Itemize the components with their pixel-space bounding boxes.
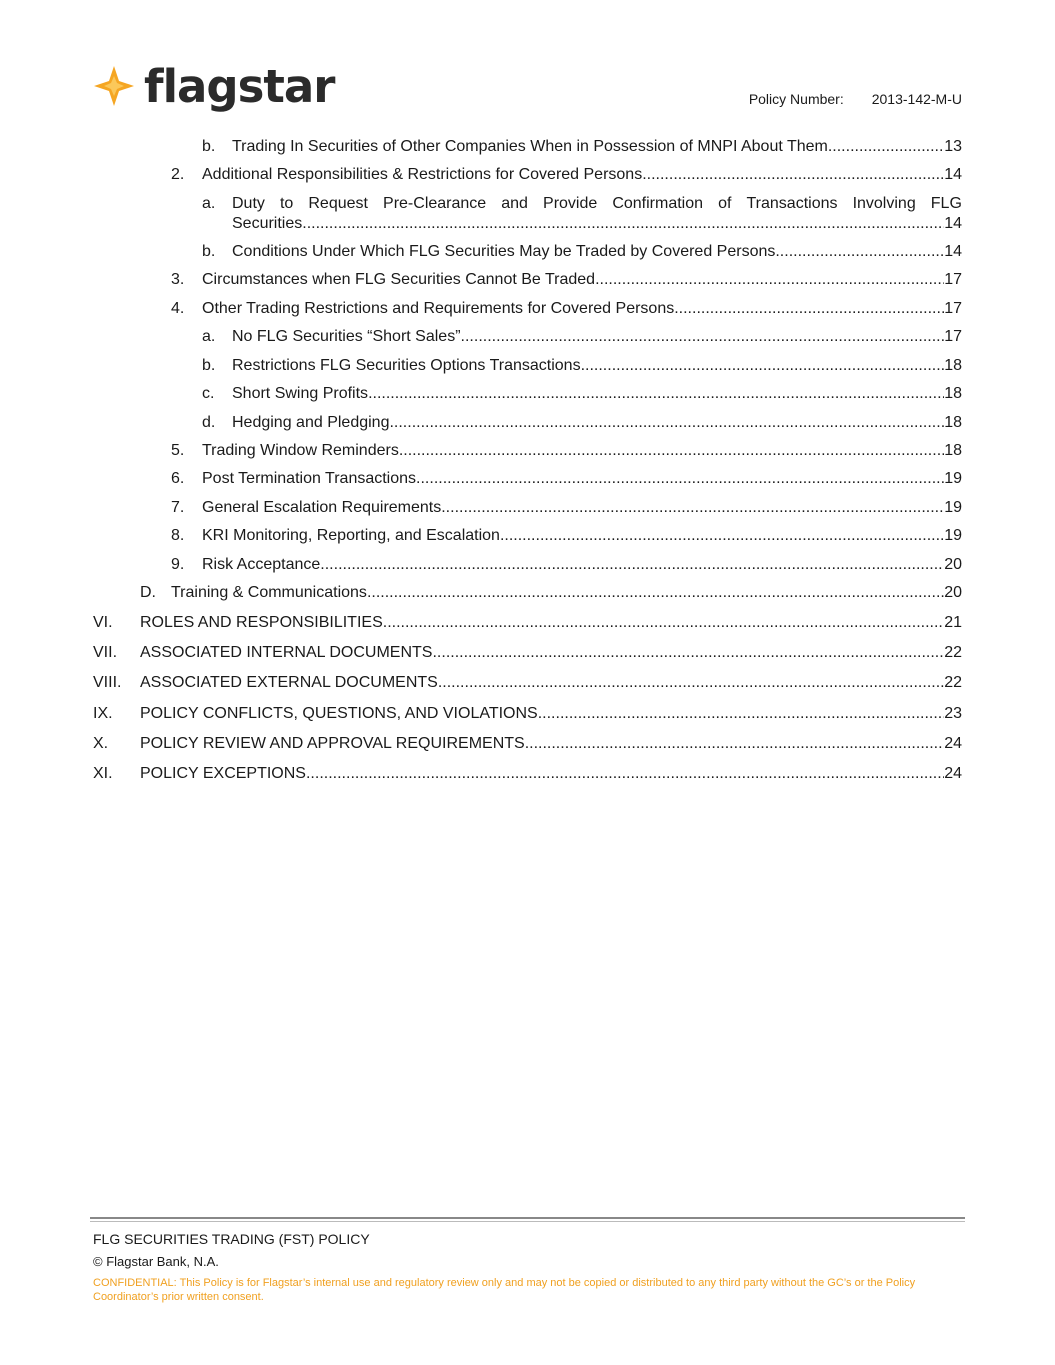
toc-entry-title: POLICY EXCEPTIONS [140, 765, 306, 782]
toc-entry[interactable] [171, 526, 962, 546]
toc-entry-number: a. [202, 328, 216, 345]
toc-entry-number: b. [202, 138, 216, 155]
toc-section[interactable] [93, 613, 962, 633]
toc-entry-title: POLICY REVIEW AND APPROVAL REQUIREMENTS [140, 735, 525, 752]
toc-entry[interactable] [171, 498, 962, 518]
toc-entry-number: 2. [171, 166, 185, 183]
toc-entry-title: ASSOCIATED INTERNAL DOCUMENTS [140, 644, 433, 661]
toc-entry-title: Additional Responsibilities & Restrictions for Covered Persons [202, 166, 643, 183]
toc-entry-title: ASSOCIATED EXTERNAL DOCUMENTS [140, 674, 438, 691]
toc-entry-title: POLICY CONFLICTS, QUESTIONS, AND VIOLATIONS [140, 705, 538, 722]
toc-entry-title-line2: Securities [232, 215, 303, 232]
toc-entry[interactable] [202, 327, 962, 347]
toc-entry[interactable] [202, 356, 962, 376]
toc-entry-number: c. [202, 385, 215, 402]
toc-entry[interactable] [202, 413, 962, 433]
toc-entry-title: Post Termination Transactions [202, 470, 417, 487]
toc-entry-page: 17 [944, 271, 962, 288]
toc-entry[interactable] [140, 583, 962, 603]
toc-entry-number: D. [140, 584, 156, 601]
toc-entry-page: 24 [944, 735, 962, 752]
toc-entry[interactable] [202, 242, 962, 262]
toc-entry-title: Hedging and Pledging [232, 414, 390, 431]
logo-wordmark: flagstar [144, 59, 335, 113]
toc-entry-title-line1: Duty to Request Pre-Clearance and Provide Confirmation of Transactions Involving FLG [232, 195, 962, 212]
footer-copyright: © Flagstar Bank, N.A. [93, 1254, 219, 1269]
toc-entry-page: 20 [944, 556, 962, 573]
policy-number-value: 2013-142-M-U [871, 91, 962, 107]
toc-entry[interactable] [171, 270, 962, 290]
toc-entry-title: Other Trading Restrictions and Requirements for Covered Persons [202, 300, 675, 317]
toc-section[interactable] [93, 673, 962, 693]
toc-entry[interactable] [202, 137, 962, 157]
policy-number-label: Policy Number: [748, 91, 844, 107]
toc-entry-number: 4. [171, 300, 185, 317]
toc-entry-title: Trading In Securities of Other Companies When in Possession of MNPI About Them [232, 138, 828, 155]
toc-entry-title: KRI Monitoring, Reporting, and Escalation [202, 527, 500, 544]
toc-entry-title: Circumstances when FLG Securities Cannot Be Traded [202, 271, 596, 288]
toc-entry-number: VI. [93, 614, 113, 631]
toc-entry-title: General Escalation Requirements [202, 499, 442, 516]
toc-entry-page: 14 [944, 215, 962, 232]
toc-entry-page: 17 [944, 328, 962, 345]
toc-entry-page: 22 [944, 644, 962, 661]
toc-entry-page: 19 [944, 499, 962, 516]
toc-entry[interactable] [202, 384, 962, 404]
toc-entry-page: 14 [944, 243, 962, 260]
toc-entry-page: 14 [944, 166, 962, 183]
toc-section[interactable] [93, 704, 962, 724]
toc-entry-title: Risk Acceptance [202, 556, 321, 573]
toc-entry-page: 24 [944, 765, 962, 782]
toc-entry[interactable] [171, 299, 962, 319]
toc-entry-page: 19 [944, 470, 962, 487]
toc-entry[interactable] [171, 165, 962, 185]
toc-entry[interactable] [171, 469, 962, 489]
toc-entry[interactable] [171, 555, 962, 575]
toc-entry-page: 13 [944, 138, 962, 155]
flagstar-logo [92, 58, 334, 114]
toc-entry-number: d. [202, 414, 216, 431]
toc-entry-number: 8. [171, 527, 185, 544]
toc-entry-page: 22 [944, 674, 962, 691]
toc-entry-number: a. [202, 195, 216, 212]
toc-entry-page: 18 [944, 385, 962, 402]
footer-divider-thin [90, 1221, 965, 1222]
toc-entry-page: 21 [944, 614, 962, 631]
toc-entry-number: VIII. [93, 674, 122, 691]
toc-entry-title: Short Swing Profits [232, 385, 369, 402]
toc-entry-page: 18 [944, 357, 962, 374]
toc-entry-title: Trading Window Reminders [202, 442, 399, 459]
toc-entry-number: 3. [171, 271, 185, 288]
toc-entry-page: 23 [944, 705, 962, 722]
toc-entry-title: No FLG Securities “Short Sales” [232, 328, 461, 345]
toc-section[interactable] [93, 764, 962, 784]
toc-entry-page: 20 [944, 584, 962, 601]
toc-entry-page: 18 [944, 442, 962, 459]
policy-number [749, 91, 962, 107]
toc-entry[interactable] [202, 194, 962, 234]
toc-entry-number: 5. [171, 442, 185, 459]
toc-entry-number: 9. [171, 556, 185, 573]
toc-entry-number: XI. [93, 765, 113, 782]
toc-entry-title: Conditions Under Which FLG Securities May be Traded by Covered Persons [232, 243, 776, 260]
toc-entry-title: Training & Communications [171, 584, 367, 601]
toc-entry-title: ROLES AND RESPONSIBILITIES [140, 614, 383, 631]
footer-policy-title: FLG SECURITIES TRADING (FST) POLICY [93, 1231, 370, 1247]
toc-entry-page: 17 [944, 300, 962, 317]
toc-entry-number: IX. [93, 705, 113, 722]
toc-entry-page: 18 [944, 414, 962, 431]
toc-section[interactable] [93, 734, 962, 754]
toc-entry-number: VII. [93, 644, 118, 661]
toc-entry-title: Restrictions FLG Securities Options Transactions [232, 357, 581, 374]
toc-section[interactable] [93, 643, 962, 663]
toc-entry-number: 6. [171, 470, 185, 487]
toc-entry-number: b. [202, 357, 216, 374]
star-logo-icon [92, 64, 136, 108]
footer-confidential-notice: CONFIDENTIAL: This Policy is for Flagstar’s internal use and regulatory review only and may not be copied or distributed to any third party without the GC’s or the Policy Coordinator’s prior written consent. [93, 1277, 916, 1303]
footer-divider [90, 1217, 965, 1219]
toc-entry-number: b. [202, 243, 216, 260]
toc-entry-page: 19 [944, 527, 962, 544]
toc-entry[interactable] [171, 441, 962, 461]
toc-entry-number: X. [93, 735, 109, 752]
toc-entry-number: 7. [171, 499, 185, 516]
